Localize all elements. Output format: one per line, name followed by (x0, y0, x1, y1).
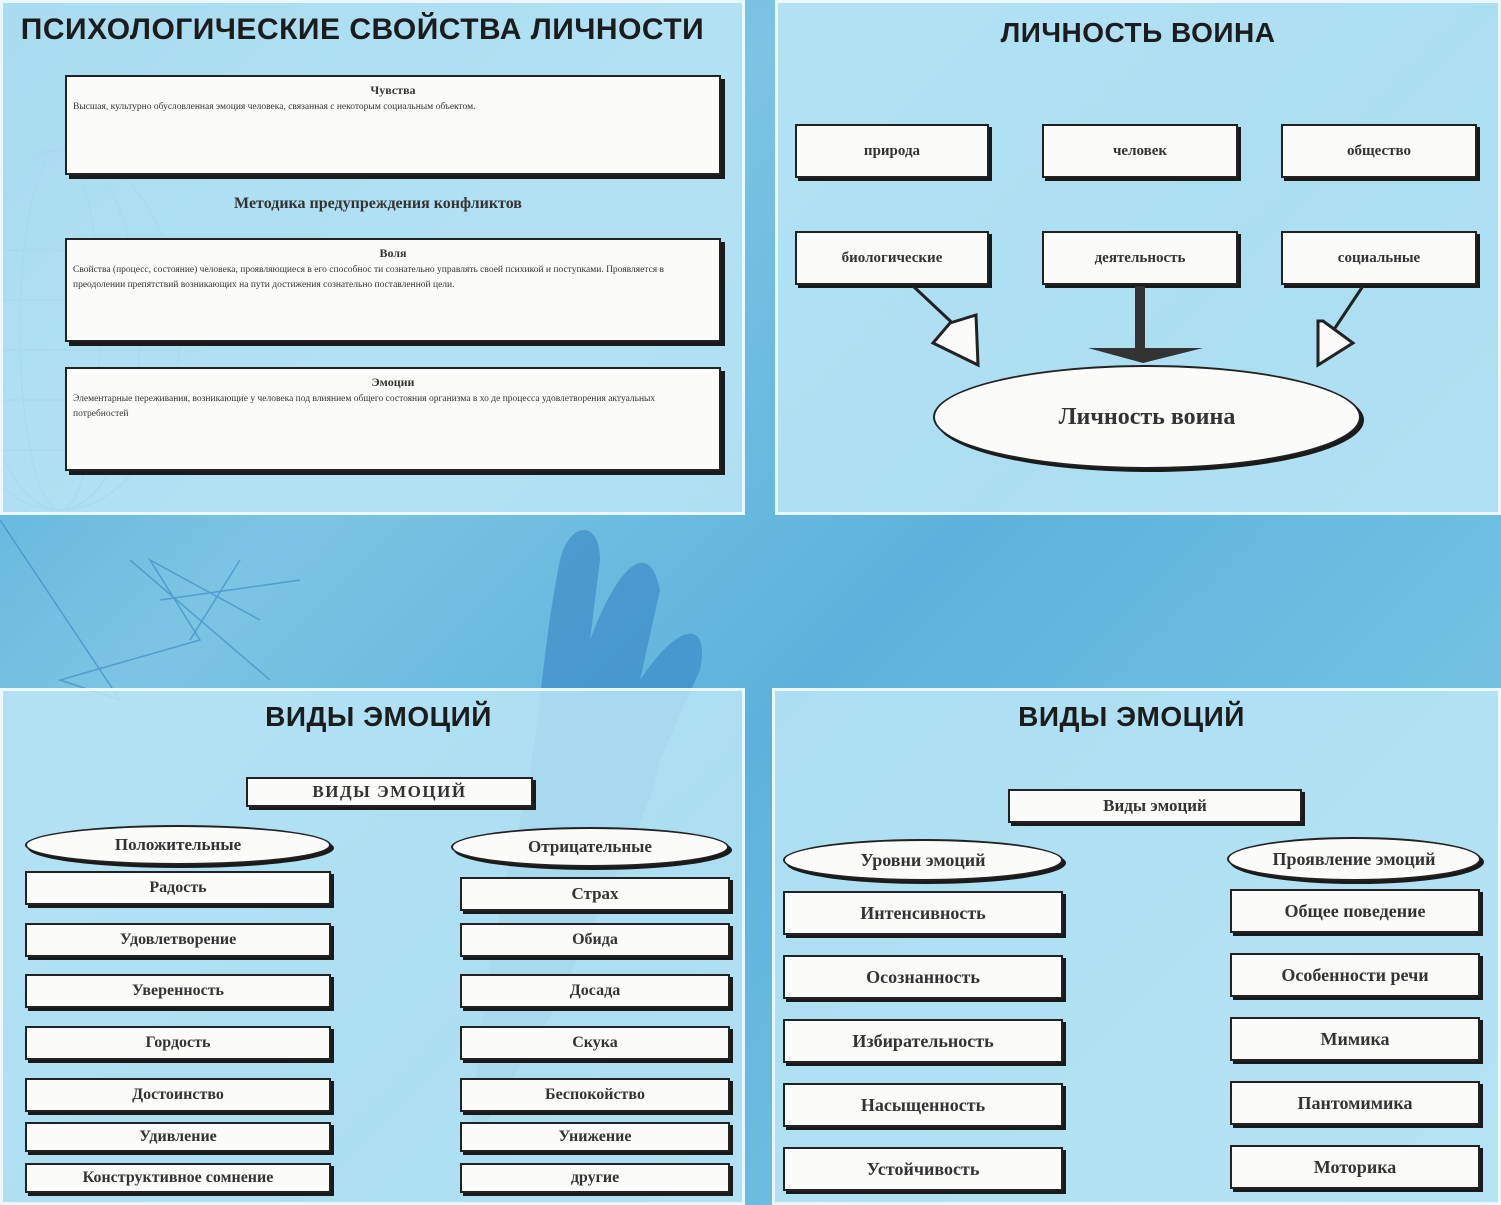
definition-text: Элементарные переживания, возникающие у человека под влиянием общего состояния организма в хо де процесса удовлетворения актуальных потребностей (73, 394, 656, 419)
oval-warrior-personality: Личность воина (933, 365, 1361, 469)
box-negative-item: Страх (460, 877, 730, 911)
panel-title: ВИДЫ ЭМОЦИЙ (1018, 701, 1245, 732)
box-manifestation-item: Мимика (1230, 1017, 1480, 1061)
box-positive-item: Достоинство (25, 1078, 331, 1112)
definition-will (65, 238, 721, 342)
box-emotion-types-root: ВИДЫ ЭМОЦИЙ (246, 777, 533, 807)
box-negative-item: Беспокойство (460, 1078, 730, 1112)
box-manifestation-item: Моторика (1230, 1145, 1480, 1189)
panel-warrior-personality (775, 0, 1501, 515)
conflict-prevention-heading: Методика предупреждения конфликтов (234, 195, 522, 212)
oval-emotion-levels: Уровни эмоций (783, 839, 1063, 881)
box-positive-item: Радость (25, 871, 331, 905)
box-positive-item: Уверенность (25, 974, 331, 1008)
arrow-left-icon (913, 286, 978, 365)
box-society: общество (1281, 124, 1477, 178)
arrow-center-icon (1088, 286, 1203, 363)
box-negative-item: Скука (460, 1026, 730, 1060)
definition-text: Высшая, культурно обусловленная эмоция человека, связанная с некоторым социальным объектом. (73, 102, 476, 112)
box-positive-item: Удивление (25, 1122, 331, 1152)
box-level-item: Интенсивность (783, 891, 1063, 935)
panel-psychological-properties (0, 0, 745, 515)
oval-negative: Отрицательные (451, 827, 729, 867)
box-negative-item: Обида (460, 923, 730, 957)
panel-title: ПСИХОЛОГИЧЕСКИЕ СВОЙСТВА ЛИЧНОСТИ (20, 13, 705, 46)
box-biological: биологические (795, 231, 989, 285)
box-level-item: Насыщенность (783, 1083, 1063, 1127)
definition-heading: Воля (379, 246, 407, 260)
box-manifestation-item: Особенности речи (1230, 953, 1480, 997)
panel-emotion-types-right (772, 688, 1501, 1205)
box-social: социальные (1281, 231, 1477, 285)
box-nature: природа (795, 124, 989, 178)
definition-emotions (65, 367, 721, 471)
definition-heading: Эмоции (371, 375, 415, 389)
box-manifestation-item: Пантомимика (1230, 1081, 1480, 1125)
oval-positive: Положительные (25, 825, 331, 865)
box-positive-item: Удовлетворение (25, 923, 331, 957)
box-negative-item: другие (460, 1163, 730, 1193)
panel-emotion-types-left (0, 688, 745, 1205)
panel-title: ВИДЫ ЭМОЦИЙ (265, 701, 492, 732)
box-positive-item: Гордость (25, 1026, 331, 1060)
box-level-item: Устойчивость (783, 1147, 1063, 1191)
box-level-item: Избирательность (783, 1019, 1063, 1063)
box-negative-item: Досада (460, 974, 730, 1008)
box-emotion-types-root: Виды эмоций (1008, 789, 1302, 823)
arrow-right-icon (1318, 286, 1363, 365)
box-human: человек (1042, 124, 1238, 178)
panel-title: ЛИЧНОСТЬ ВОИНА (1000, 17, 1276, 48)
oval-emotion-manifestation: Проявление эмоций (1227, 837, 1481, 881)
definition-heading: Чувства (370, 83, 416, 97)
box-manifestation-item: Общее поведение (1230, 889, 1480, 933)
box-activity: деятельность (1042, 231, 1238, 285)
box-level-item: Осознанность (783, 955, 1063, 999)
box-negative-item: Унижение (460, 1122, 730, 1152)
definition-feelings (65, 75, 721, 175)
definition-text: Свойства (процесс, состояние) человека, проявляющиеся в его способнос ти сознательно управлять своей психикой и поступками. Проявляется в преодолении препятствий возникающих на пути достижения сознательно поставленной цели. (73, 265, 665, 290)
box-positive-item: Конструктивное сомнение (25, 1163, 331, 1193)
